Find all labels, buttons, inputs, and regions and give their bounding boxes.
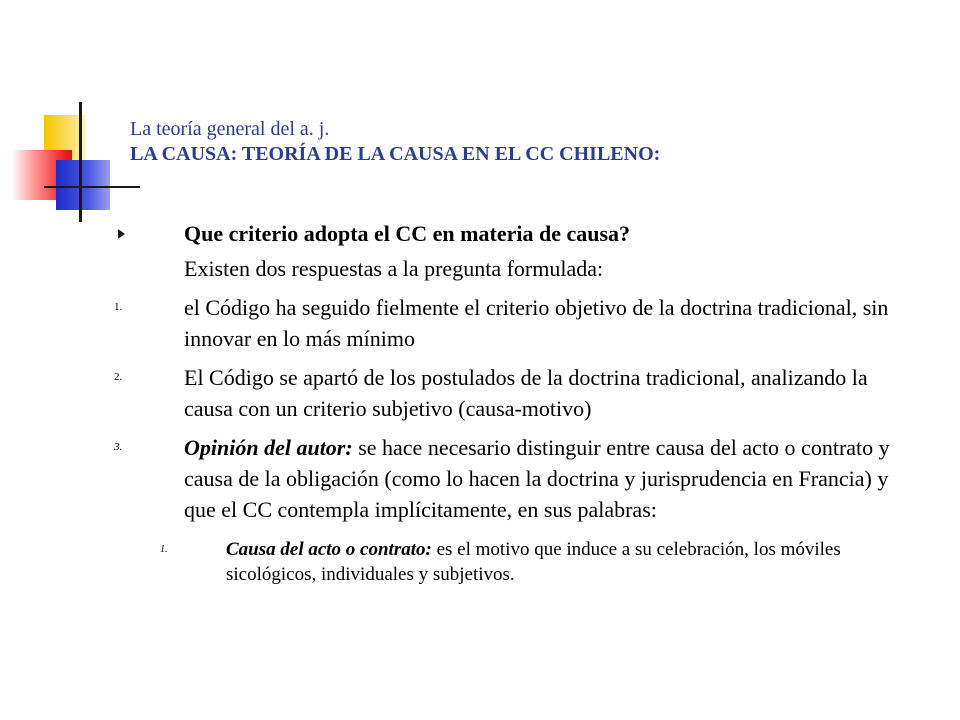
slide-title xyxy=(130,117,930,167)
intro-item xyxy=(114,253,914,284)
list-marker: 2. xyxy=(114,371,123,383)
list-item-lead: Opinión del autor: xyxy=(184,435,353,460)
sub-list-marker: 1. xyxy=(160,544,168,555)
list-item xyxy=(114,432,914,525)
arrow-bullet-icon xyxy=(114,218,174,252)
list-item-text: El Código se apartó de los postulados de la doctrina tradicional, analizando la causa con un criterio subjetivo (causa-motivo) xyxy=(184,365,868,421)
slide-main-title: LA CAUSA: TEORÍA DE LA CAUSA EN EL CC CHILENO: xyxy=(130,143,661,165)
question-item xyxy=(114,218,914,249)
logo-horizontal-line xyxy=(44,186,140,188)
list-marker: 3. xyxy=(114,441,123,453)
sub-list-item-text: es el motivo que induce a su celebración, los móviles sicológicos, individuales y subjetivos. xyxy=(226,539,841,585)
list-item-text: se hace necesario distinguir entre causa del acto o contrato y causa de la obligación (como lo hacen la doctrina y jurisprudencia en Francia) y que el CC contempla implícitamente, en sus palabras: xyxy=(184,435,890,522)
sub-list-item xyxy=(114,537,914,587)
slide-body xyxy=(114,218,914,587)
list-marker: 1. xyxy=(114,301,123,313)
list-item-text: el Código ha seguido fielmente el criterio objetivo de la doctrina tradicional, sin innovar en lo más mínimo xyxy=(184,295,889,351)
decorative-logo xyxy=(0,0,140,230)
sub-list-item-lead: Causa del acto o contrato: xyxy=(226,539,432,560)
list-item xyxy=(114,292,914,354)
logo-vertical-line xyxy=(79,102,82,222)
intro-text: Existen dos respuestas a la pregunta formulada: xyxy=(184,256,604,281)
question-text: Que criterio adopta el CC en materia de causa? xyxy=(184,221,631,246)
logo-blue-square xyxy=(56,160,110,210)
slide-subtitle: La teoría general del a. j. xyxy=(130,118,330,140)
list-item xyxy=(114,362,914,424)
